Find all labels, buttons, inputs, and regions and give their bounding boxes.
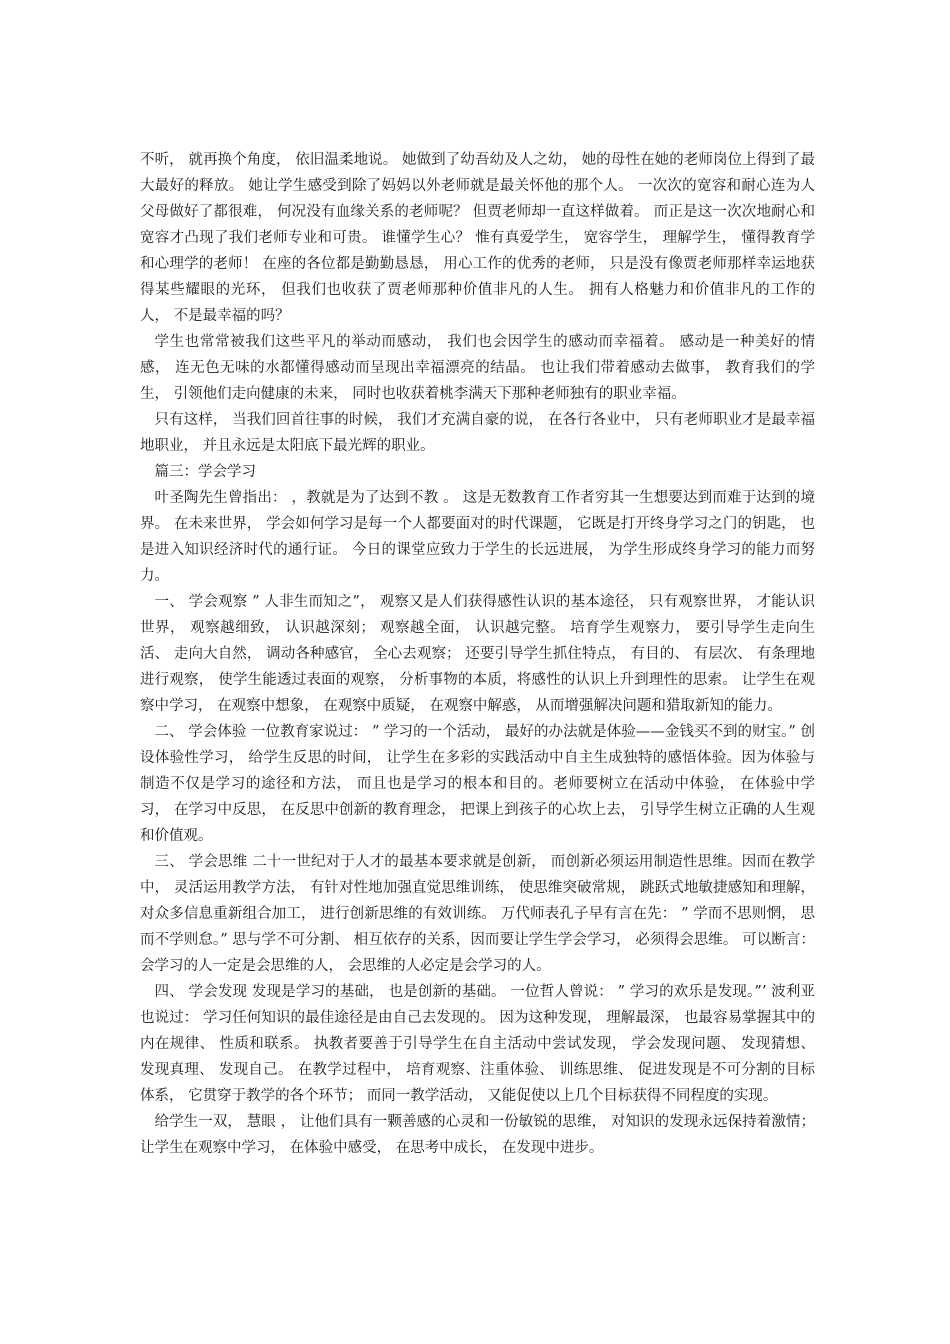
- section-heading: 篇三：学会学习: [154, 464, 256, 480]
- paragraph-conclusion: 给学生一双， 慧眼 ， 让他们具有一颗善感的心灵和一份敏锐的思维， 对知识的发现永远保持着激情； 让学生在观察中学习， 在体验中感受， 在思考中成长， 在发现中进步。: [140, 1114, 815, 1156]
- paragraph-learn-think: 三、 学会思维 二十一世纪对于人才的最基本要求就是创新， 而创新必须运用制造性思维。因而在教学中， 灵活运用教学方法， 有针对性地加强直觉思维训练， 使思维突破常规， 跳跃式地敏捷感知和理解， 对众多信息重新组合加工， 进行创新思维的有效训练。 万代师表孔子早有言在先： ” 学而不思则惘， 思而不学则怠。” 思与学不可分割、 相互依存的关系，因而要让学生学会学习， 必须得会思维。 可以断言： 会学习的人一定是会思维的人， 会思维的人必定是会学习的人。: [140, 854, 815, 974]
- paragraph-learn-discover: 四、 学会发现 发现是学习的基础， 也是创新的基础。 一位哲人曾说： ” 学习的欢乐是发现。”’ 波利亚也说过： 学习任何知识的最佳途径是由自己去发现的。 因为这种发现， 理解最深， 也最容易掌握其中的内在规律、 性质和联系。 执教者要善于引导学生在自主活动中尝试发现， 学会发现问题、 发现猜想、 发现真理、 发现自己。 在教学过程中， 培育观察、注重体验、 训练思维、 促进发现是不可分割的目标体系， 它贯穿于教学的各个环节； 而同一教学活动， 又能促使以上几个目标获得不同程度的实现。: [140, 984, 815, 1104]
- document-body: [140, 147, 815, 1161]
- paragraph-teacher-jia: 不听， 就再换个角度， 依旧温柔地说。 她做到了幼吾幼及人之幼， 她的母性在她的老师岗位上得到了最大最好的释放。 她让学生感受到除了妈妈以外老师就是最关怀他的那个人。 一次次的宽容和耐心连为人父母做好了都很难， 何况没有血缘关系的老师呢？ 但贾老师却一直这样做着。 而正是这一次次地耐心和宽容才凸现了我们老师专业和可贵。 谁懂学生心？ 惟有真爱学生， 宽容学生， 理解学生， 懂得教育学和心理学的老师！ 在座的各位都是勤勤恳恳， 用心工作的优秀的老师， 只是没有像贾老师那样幸运地获得某些耀眼的光环， 但我们也收获了贾老师那种价值非凡的人生。 拥有人格魅力和价值非凡的工作的人， 不是最幸福的吗？: [140, 152, 815, 324]
- paragraph-proud-profession: 只有这样， 当我们回首往事的时候， 我们才充满自豪的说， 在各行各业中， 只有老师职业才是最幸福地职业， 并且永远是太阳底下最光辉的职业。: [140, 412, 815, 454]
- paragraph-intro-learning: 叶圣陶先生曾指出： ，教就是为了达到不教 。 这是无数教育工作者穷其一生想要达到而难于达到的境界。 在未来世界， 学会如何学习是每一个人都要面对的时代课题， 它既是打开终身学习之门的钥匙， 也是进入知识经济时代的通行证。 今日的课堂应致力于学生的长远进展， 为学生形成终身学习的能力而努力。: [140, 490, 815, 584]
- paragraph-moved-by-students: 学生也常常被我们这些平凡的举动而感动， 我们也会因学生的感动而幸福着。 感动是一种美好的情感， 连无色无味的水都懂得感动而呈现出幸福漂亮的结晶。 也让我们带着感动去做事， 教育我们的学生， 引领他们走向健康的未来， 同时也收获着桃李满天下那种老师独有的职业幸福。: [140, 334, 815, 402]
- paragraph-learn-experience: 二、 学会体验 一位教育家说过： ” 学习的一个活动， 最好的办法就是体验——金钱买不到的财宝。” 创设体验性学习， 给学生反思的时间， 让学生在多彩的实践活动中自主生成独特的感悟体验。因为体验与制造不仅是学习的途径和方法， 而且也是学习的根本和目的。老师要树立在活动中体验， 在体验中学习， 在学习中反思， 在反思中创新的教育理念， 把课上到孩子的心坎上去， 引导学生树立正确的人生观和价值观。: [140, 724, 815, 844]
- paragraph-learn-observe: 一、 学会观察 ” 人非生而知之”， 观察又是人们获得感性认识的基本途径， 只有观察世界， 才能认识世界， 观察越细致， 认识越深刻； 观察越全面， 认识越完整。 培育学生观察力， 要引导学生走向生活、 走向大自然， 调动各种感官， 全心去观察； 还要引导学生抓住特点， 有目的、 有层次、 有条理地进行观察， 使学生能透过表面的观察， 分析事物的本质，将感性的认识上升到理性的思索。 让学生在观察中学习， 在观察中想象， 在观察中质疑， 在观察中解惑， 从而增强解决问题和猎取新知的能力。: [140, 594, 815, 714]
